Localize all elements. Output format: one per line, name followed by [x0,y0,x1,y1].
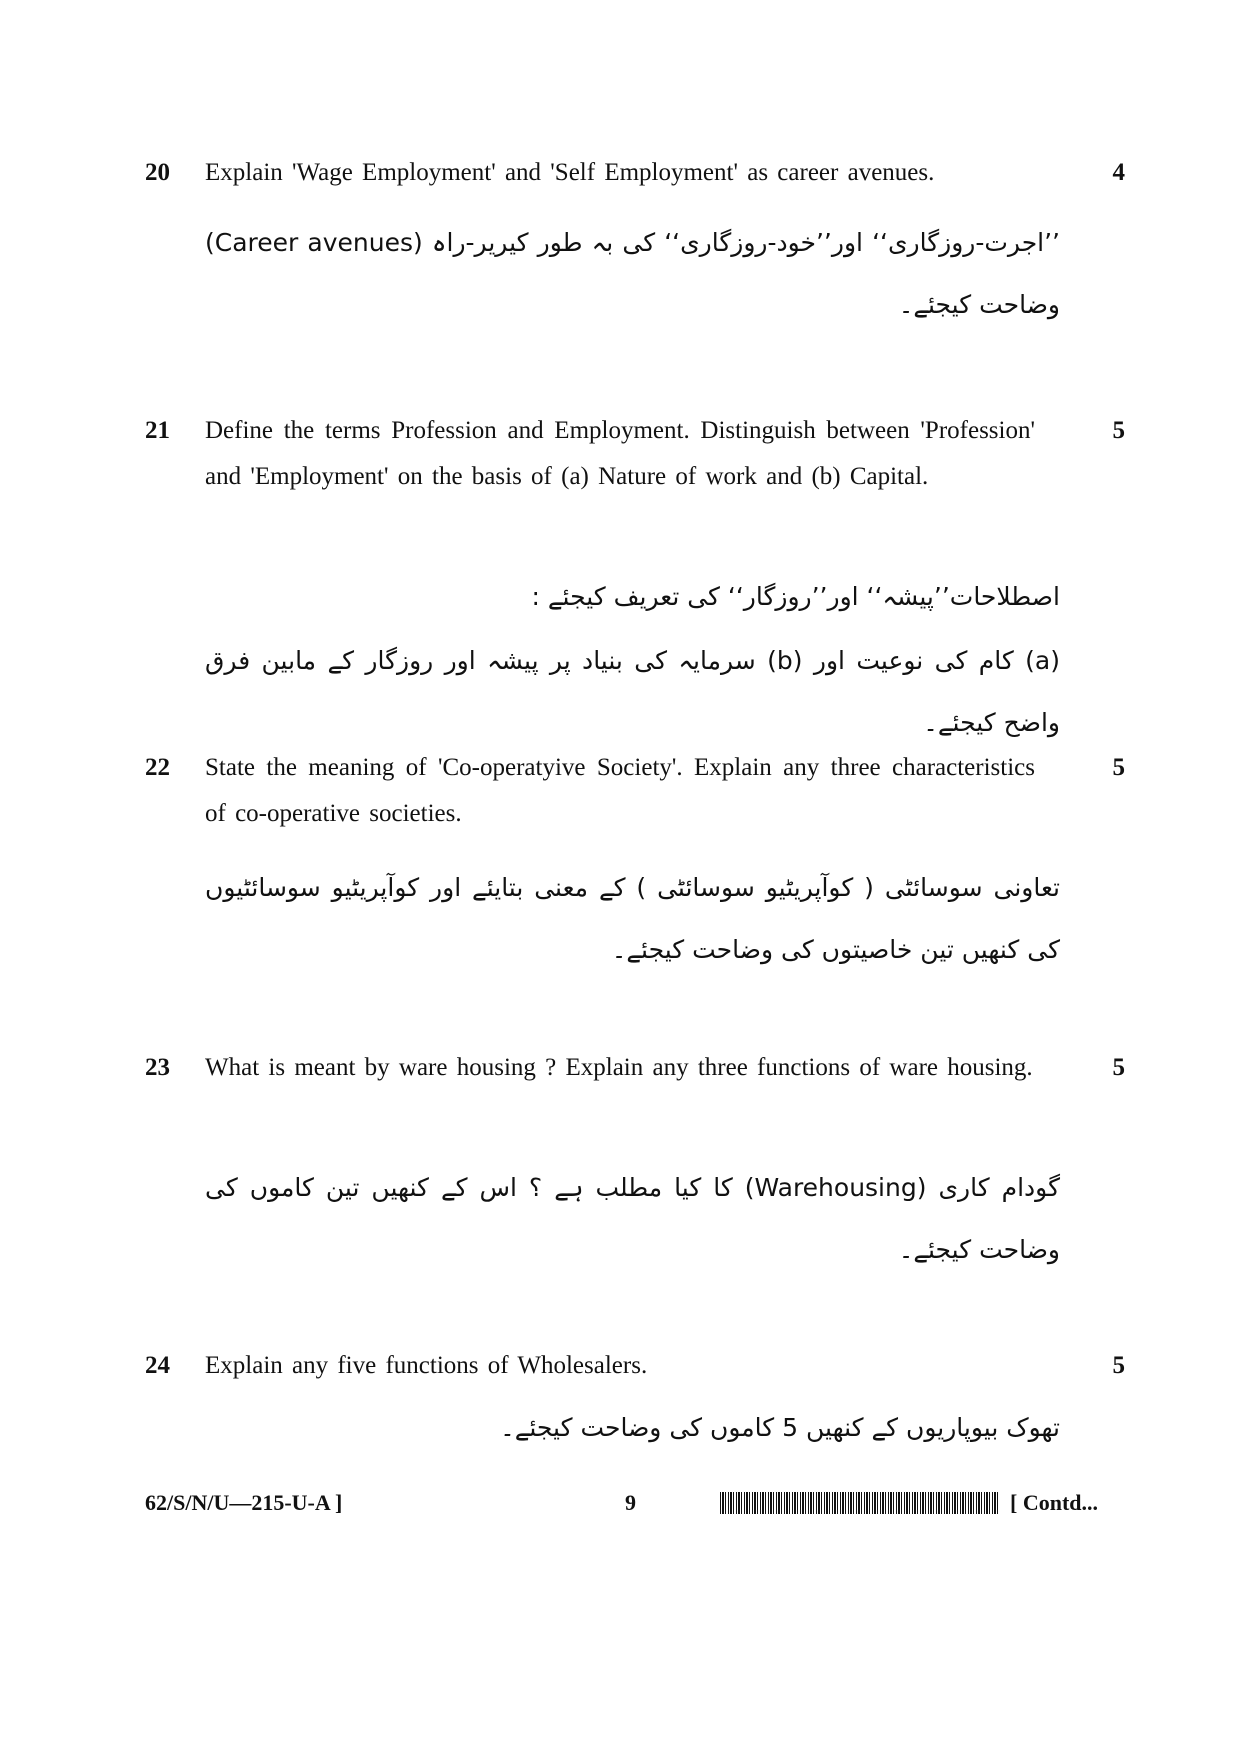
question-text-urdu: تھوک بیوپاریوں کے کنھیں 5 کاموں کی وضاحت کیجئے۔ [500,1413,1060,1442]
question-marks: 5 [1112,754,1125,781]
question-number: 21 [145,417,170,444]
question-text-urdu: گودام کاری (Warehousing) کا کیا مطلب ہے ؟ اس کے کنھیں تین کاموں کی وضاحت کیجئے۔ [205,1173,1060,1264]
question-number: 23 [145,1054,170,1081]
question-marks: 5 [1112,1352,1125,1379]
barcode-image [720,1492,1000,1514]
question-marks: 4 [1112,159,1125,186]
question-text-urdu-line1: اصطلاحات’’پیشہ‘‘ اور’’روزگار‘‘ کی تعریف کیجئے : [531,582,1060,611]
continued-label: [ Contd... [1010,1490,1099,1515]
question-text-english: State the meaning of 'Co-operatyive Society'. Explain any three characteristics of co-operative societies. [205,754,1035,827]
page-footer [145,1482,1125,1522]
question-text-english: Explain 'Wage Employment' and 'Self Employment' as career avenues. [205,159,935,186]
question-text-urdu: ’’اجرت-روزگاری‘‘ اور’’خود-روزگاری‘‘ کی بہ طور کیریر-راہ (Career avenues) وضاحت کیجئے۔ [205,228,1060,319]
question-text-english: What is meant by ware housing ? Explain any three functions of ware housing. [205,1054,1033,1081]
page-number: 9 [625,1490,636,1515]
question-number: 22 [145,754,170,781]
question-number: 20 [145,159,170,186]
question-marks: 5 [1112,417,1125,444]
question-text-english: Define the terms Profession and Employment. Distinguish between 'Profession' and 'Employment' on the basis of (a) Nature of work and (b) Capital. [205,417,1035,490]
question-marks: 5 [1112,1054,1125,1081]
question-text-urdu: تعاونی سوسائٹی ( کوآپریٹیو سوسائٹی ) کے معنی بتایئے اور کوآپریٹیو سوسائٹیوں کی کنھیں تین خاصیتوں کی وضاحت کیجئے۔ [205,873,1060,964]
question-text-urdu-line2: (a) کام کی نوعیت اور (b) سرمایہ کی بنیاد پر پیشہ اور روزگار کے مابین فرق واضح کیجئے۔ [205,646,1061,737]
paper-code: 62/S/N/U—215-U-A ] [145,1490,343,1515]
question-text-english: Explain any five functions of Wholesalers. [205,1352,648,1379]
question-number: 24 [145,1352,170,1379]
